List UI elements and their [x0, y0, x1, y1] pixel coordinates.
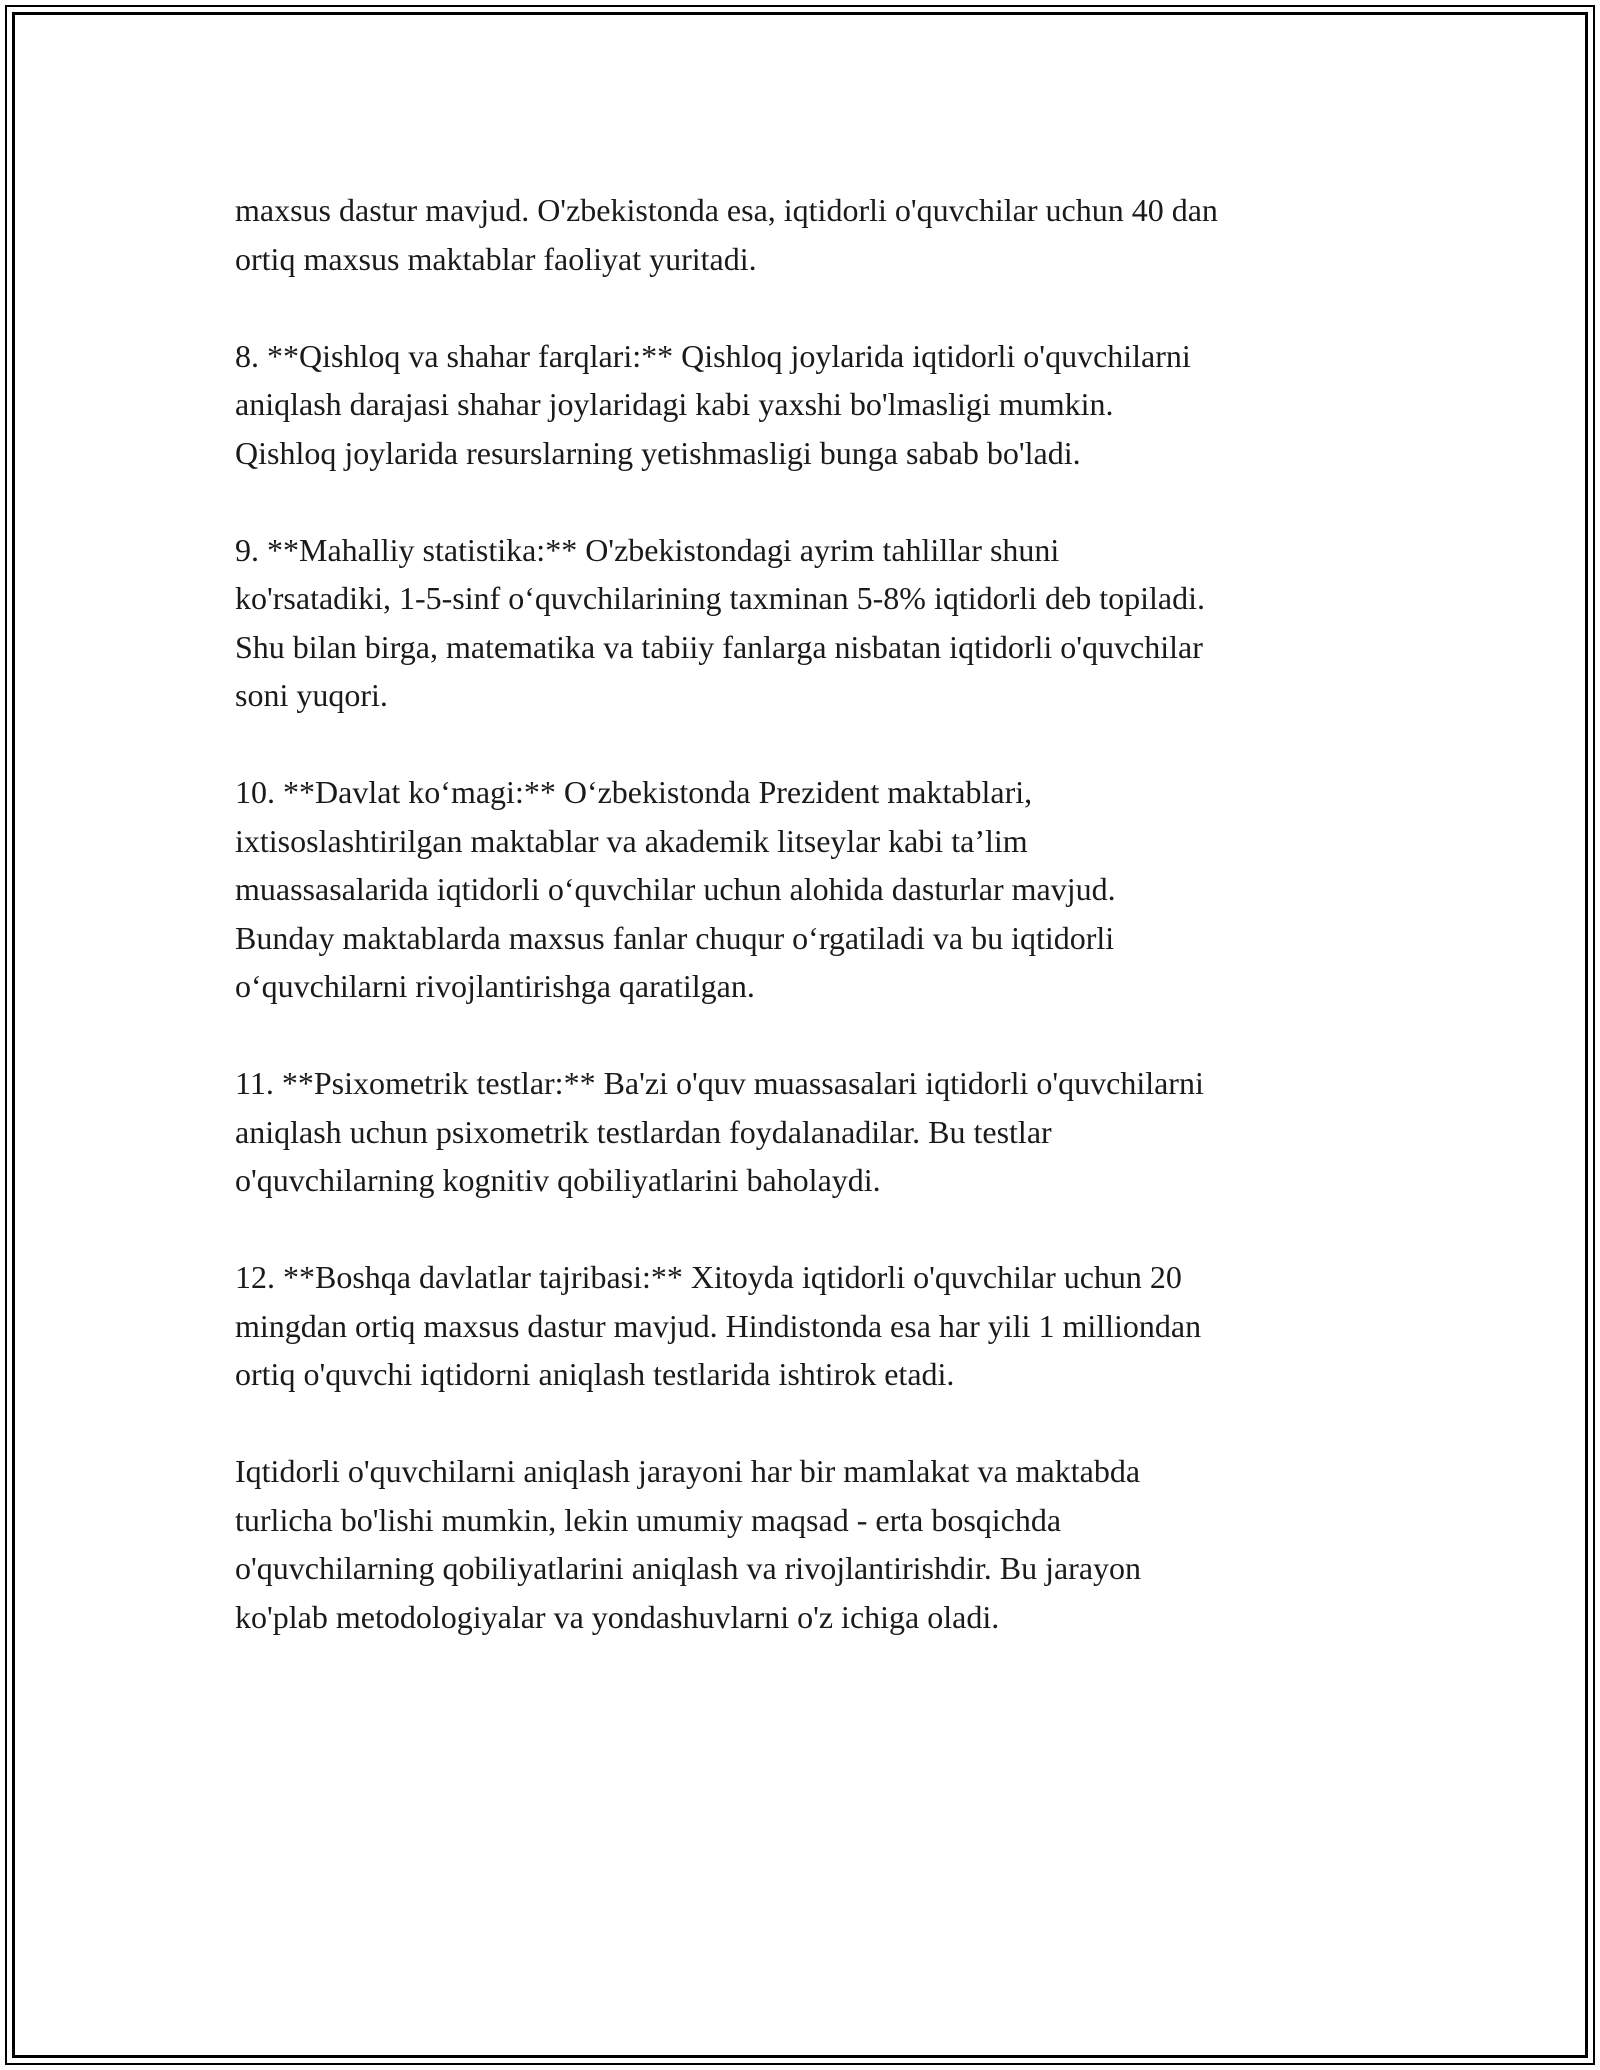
document-body [235, 186, 1395, 1641]
paragraph-item-10: 10. **Davlat ko‘magi:** O‘zbekistonda Prezident maktablari, ixtisoslashtirilgan maktablar va akademik litseylar kabi ta’lim muassasalarida iqtidorli o‘quvchilar uchun alohida dasturlar mavjud. Bunday maktablarda maxsus fanlar chuqur o‘rgatiladi va bu iqtidorli o‘quvchilarni rivojlantirishga qaratilgan. [235, 774, 1116, 1004]
paragraph-item-9: 9. **Mahalliy statistika:** O'zbekistondagi ayrim tahlillar shuni ko'rsatadiki, 1-5-sinf o‘quvchilarining taxminan 5-8% iqtidorli deb topiladi. Shu bilan birga, matematika va tabiiy fanlarga nisbatan iqtidorli o'quvchilar soni yuqori. [235, 531, 1206, 713]
paragraph-item-12: 12. **Boshqa davlatlar tajribasi:** Xitoyda iqtidorli o'quvchilar uchun 20 mingdan ortiq maxsus dastur mavjud. Hindistonda esa har yili 1 milliondan ortiq o'quvchi iqtidorni aniqlash testlarida ishtirok etadi. [235, 1259, 1202, 1392]
paragraph-item-11: 11. **Psixometrik testlar:** Ba'zi o'quv muassasalari iqtidorli o'quvchilarni aniqlash uchun psixometrik testlardan foydalanadilar. Bu testlar o'quvchilarning kognitiv qobiliyatlarini baholaydi. [235, 1065, 1204, 1198]
paragraph-conclusion: Iqtidorli o'quvchilarni aniqlash jarayoni har bir mamlakat va maktabda turlicha bo'lishi mumkin, lekin umumiy maqsad - erta bosqichda o'quvchilarning qobiliyatlarini aniqlash va rivojlantirishdir. Bu jarayon ko'plab metodologiyalar va yondashuvlarni o'z ichiga oladi. [235, 1453, 1142, 1635]
paragraph-intro-continuation: maxsus dastur mavjud. O'zbekistonda esa, iqtidorli o'quvchilar uchun 40 dan ortiq maxsus maktablar faoliyat yuritadi. [235, 192, 1218, 277]
paragraph-item-8: 8. **Qishloq va shahar farqlari:** Qishloq joylarida iqtidorli o'quvchilarni aniqlash darajasi shahar joylaridagi kabi yaxshi bo'lmasligi mumkin. Qishloq joylarida resurslarning yetishmasligi bunga sabab bo'ladi. [235, 337, 1191, 471]
